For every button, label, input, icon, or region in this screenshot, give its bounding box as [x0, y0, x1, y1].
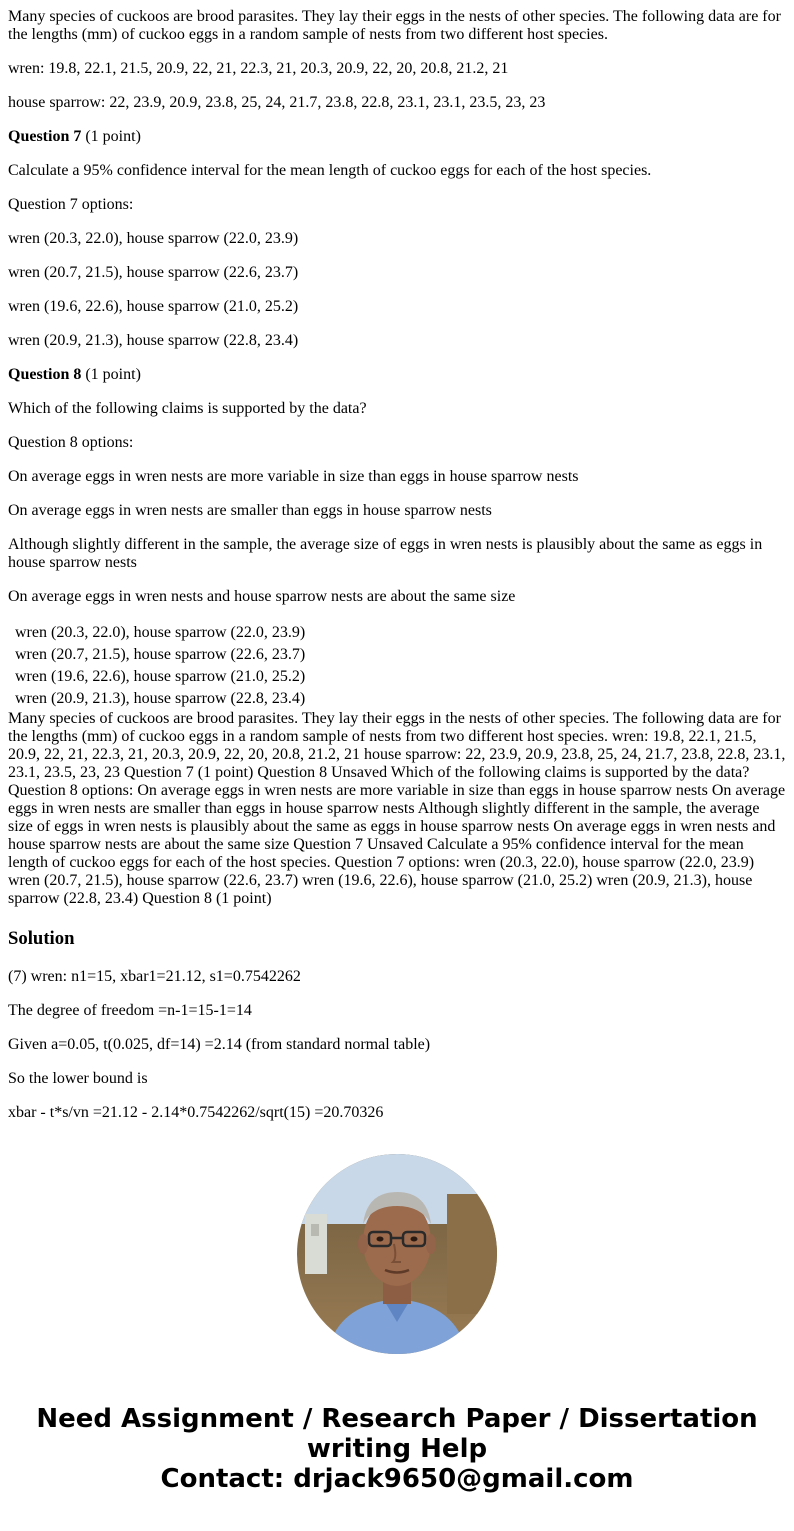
avatar	[297, 1154, 497, 1354]
list-item: wren (20.9, 21.3), house sparrow (22.8, 23.4)	[15, 690, 306, 707]
solution-line: So the lower bound is	[8, 1070, 148, 1087]
question-7-options-label: Question 7 options:	[8, 196, 134, 213]
question-7-points: (1 point)	[81, 128, 141, 145]
person-photo-icon	[297, 1154, 497, 1354]
question-7-header	[8, 128, 786, 146]
question-7-prompt: Calculate a 95% confidence interval for the mean length of cuckoo eggs for each of the host species.	[8, 162, 652, 179]
contact-banner	[8, 1404, 786, 1494]
question-8-options-label: Question 8 options:	[8, 434, 134, 451]
cta-contact-email: Contact: drjack9650@gmail.com	[160, 1464, 634, 1494]
solution-heading: Solution	[8, 928, 75, 949]
question-8-option-1: On average eggs in wren nests are more variable in size than eggs in house sparrow nests	[8, 468, 579, 485]
solution-line: Given a=0.05, t(0.025, df=14) =2.14 (from standard normal table)	[8, 1036, 431, 1053]
list-item: wren (20.7, 21.5), house sparrow (22.6, 23.7)	[15, 646, 306, 663]
repeated-options-list	[8, 622, 786, 710]
question-7-option-3: wren (19.6, 22.6), house sparrow (21.0, 25.2)	[8, 298, 299, 315]
question-8-option-3: Although slightly different in the sample, the average size of eggs in wren nests is plausibly about the same as eggs in house sparrow nests	[8, 536, 763, 571]
cta-line-2: writing Help	[306, 1434, 488, 1464]
intro-paragraph: Many species of cuckoos are brood parasites. They lay their eggs in the nests of other species. The following data are for the lengths (mm) of cuckoo eggs in a random sample of nests from two different host species.	[8, 8, 781, 43]
question-8-option-4: On average eggs in wren nests and house sparrow nests are about the same size	[8, 588, 516, 605]
solution-line: (7) wren: n1=15, xbar1=21.12, s1=0.7542262	[8, 968, 301, 985]
list-item: wren (19.6, 22.6), house sparrow (21.0, 25.2)	[15, 668, 306, 685]
question-8-title: Question 8	[8, 366, 82, 383]
question-8-option-2: On average eggs in wren nests are smaller than eggs in house sparrow nests	[8, 502, 492, 519]
question-text-blob: Many species of cuckoos are brood parasites. They lay their eggs in the nests of other species. The following data are for the lengths (mm) of cuckoo eggs in a random sample of nests from two different host species. wren: 19.8, 22.1, 21.5, 20.9, 22, 21, 22.3, 21, 20.3, 20.9, 22, 20, 20.8, 21.2, 21 house sparrow: 22, 23.9, 20.9, 23.8, 25, 24, 21.7, 23.8, 22.8, 23.1, 23.1, 23.5, 23, 23 Question 7 (1 point) Question 8 Unsaved Which of the following claims is supported by the data? Question 8 options: On average eggs in wren nests are more variable in size than eggs in house sparrow nests On average eggs in wren nests are smaller than eggs in house sparrow nests Although slightly different in the sample, the average size of eggs in wren nests is plausibly about the same as eggs in house sparrow nests On average eggs in wren nests and house sparrow nests are about the same size Question 7 Unsaved Calculate a 95% confidence interval for the mean length of cuckoo eggs for each of the host species. Question 7 options: wren (20.3, 22.0), house sparrow (22.0, 23.9) wren (20.7, 21.5), house sparrow (22.6, 23.7) wren (19.6, 22.6), house sparrow (21.0, 25.2) wren (20.9, 21.3), house sparrow (22.8, 23.4) Question 8 (1 point)	[8, 710, 786, 907]
question-7-option-1: wren (20.3, 22.0), house sparrow (22.0, 23.9)	[8, 230, 299, 247]
solution-line: The degree of freedom =n-1=15-1=14	[8, 1002, 252, 1019]
list-item: wren (20.3, 22.0), house sparrow (22.0, 23.9)	[15, 624, 306, 641]
question-7-title: Question 7	[8, 128, 82, 145]
cta-line-1: Need Assignment / Research Paper / Dissertation	[36, 1404, 758, 1434]
page	[0, 8, 794, 1494]
wren-data: wren: 19.8, 22.1, 21.5, 20.9, 22, 21, 22.3, 21, 20.3, 20.9, 22, 20, 20.8, 21.2, 21	[8, 60, 509, 77]
question-7-option-2: wren (20.7, 21.5), house sparrow (22.6, 23.7)	[8, 264, 299, 281]
question-8-points: (1 point)	[81, 366, 141, 383]
sparrow-data: house sparrow: 22, 23.9, 20.9, 23.8, 25, 24, 21.7, 23.8, 22.8, 23.1, 23.1, 23.5, 23, 23	[8, 94, 546, 111]
question-8-prompt: Which of the following claims is supported by the data?	[8, 400, 367, 417]
question-8-header	[8, 366, 786, 384]
question-7-option-4: wren (20.9, 21.3), house sparrow (22.8, 23.4)	[8, 332, 299, 349]
solution-line: xbar - t*s/vn =21.12 - 2.14*0.7542262/sqrt(15) =20.70326	[8, 1104, 384, 1121]
